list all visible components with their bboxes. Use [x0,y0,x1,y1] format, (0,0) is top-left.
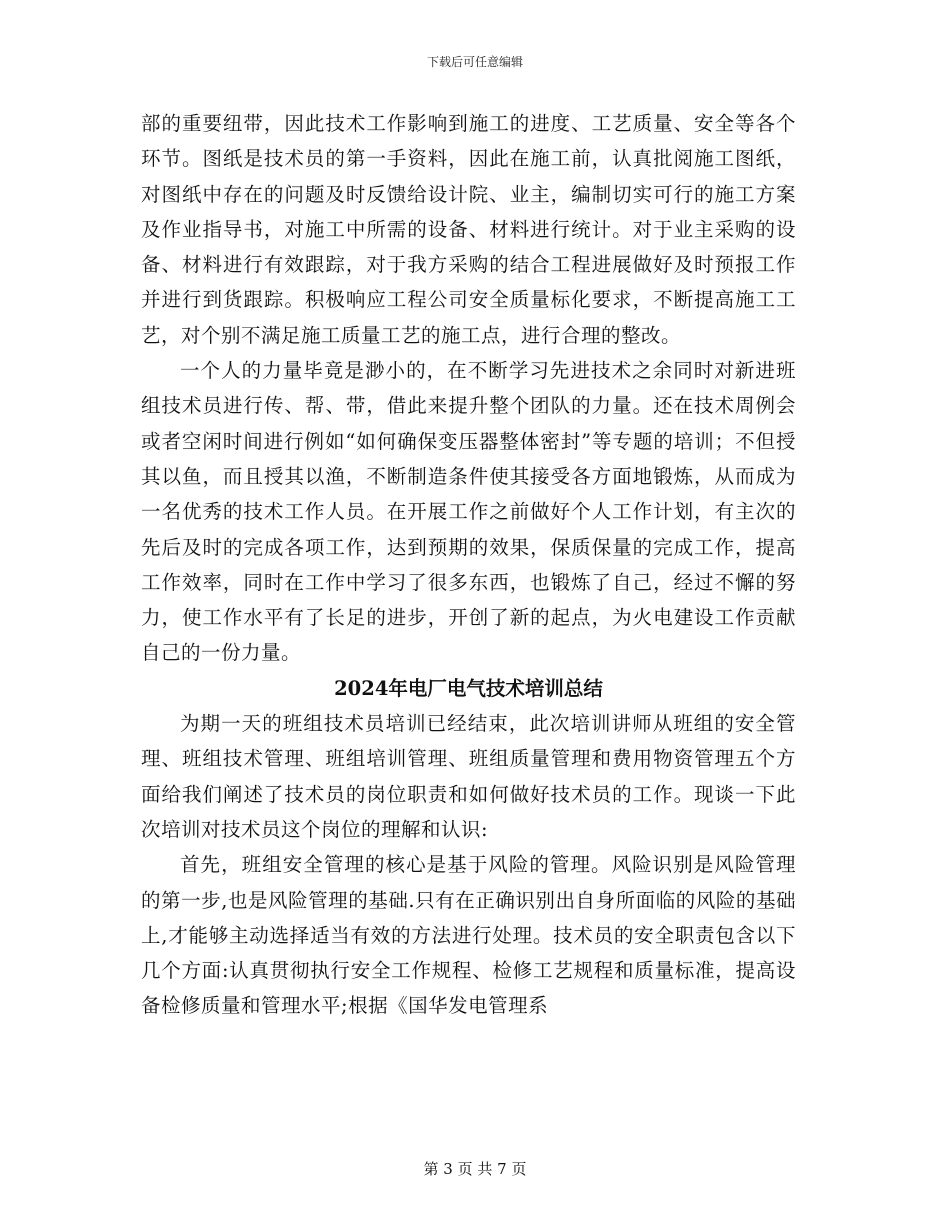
page-number: 第 3 页 共 7 页 [423,1160,527,1178]
paragraph-2: 一个人的力量毕竟是渺小的，在不断学习先进技术之余同时对新进班组技术员进行传、帮、带，借此来提升整个团队的力量。还在技术周例会或者空闲时间进行例如“如何确保变压器整体密封”等专题的培训；不但授其以鱼，而且授其以渔，不断制造条件使其接受各方面地锻炼，从而成为一名优秀的技术工作人员。在开展工作之前做好个人工作计划，有主次的先后及时的完成各项工作，达到预期的效果，保质保量的完成工作，提高工作效率，同时在工作中学习了很多东西，也锻炼了自己，经过不懈的努力，使工作水平有了长足的进步，开创了新的起点，为火电建设工作贡献自己的一份力量。 [141,359,796,665]
section-title: 2024年电厂电气技术培训总结 [334,676,603,700]
header-note: 下载后可任意编辑 [426,55,523,69]
document-body [141,106,796,1024]
paragraph-3: 为期一天的班组技术员培训已经结束，此次培训讲师从班组的安全管理、班组技术管理、班组培训管理、班组质量管理和费用物资管理五个方面给我们阐述了技术员的岗位职责和如何做好技术员的工作。现谈一下此次培训对技术员这个岗位的理解和认识: [141,712,796,841]
paragraph-4: 首先，班组安全管理的核心是基于风险的管理。风险识别是风险管理的第一步,也是风险管理的基础.只有在正确识别出自身所面临的风险的基础上,才能够主动选择适当有效的方法进行处理。技术员的安全职责包含以下几个方面:认真贯彻执行安全工作规程、检修工艺规程和质量标准，提高设备检修质量和管理水平;根据《国华发电管理系 [141,853,796,1018]
paragraph-1: 部的重要纽带，因此技术工作影响到施工的进度、工艺质量、安全等各个环节。图纸是技术员的第一手资料，因此在施工前，认真批阅施工图纸，对图纸中存在的问题及时反馈给设计院、业主，编制切实可行的施工方案及作业指导书，对施工中所需的设备、材料进行统计。对于业主采购的设备、材料进行有效跟踪，对于我方采购的结合工程进展做好及时预报工作并进行到货跟踪。积极响应工程公司安全质量标化要求，不断提高施工工艺，对个别不满足施工质量工艺的施工点，进行合理的整改。 [141,112,796,347]
